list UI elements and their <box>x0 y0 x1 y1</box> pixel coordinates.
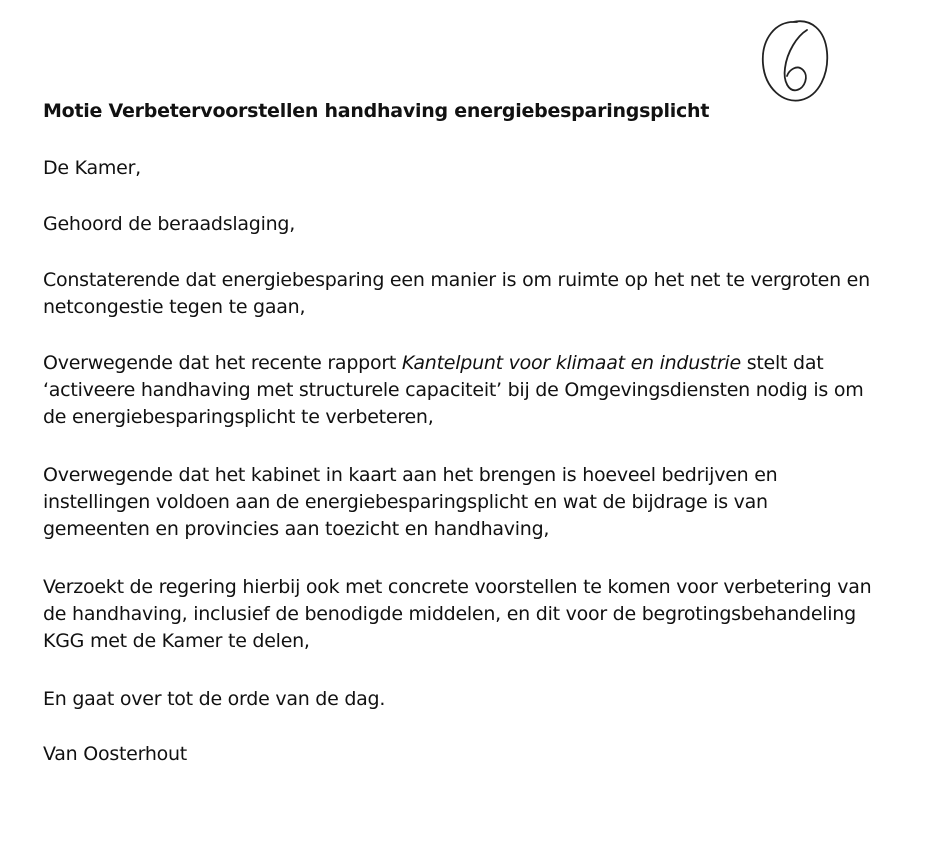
weighing-clause-2 <box>43 462 913 543</box>
request-clause <box>43 574 913 655</box>
weighing1-line-1-end: stelt dat <box>740 352 824 374</box>
weighing1-line-2: ‘activeere handhaving met structurele capaciteit’ bij de Omgevingsdiensten nodig is om <box>43 379 864 401</box>
considering-clause <box>43 267 913 321</box>
salutation: De Kamer, <box>43 157 141 179</box>
weighing-clause-1 <box>43 350 913 431</box>
weighing1-line-3: de energiebesparingsplicht te verbeteren, <box>43 406 434 428</box>
signatory: Van Oosterhout <box>43 743 188 765</box>
considering-line-1: Constaterende dat energiebesparing een manier is om ruimte op het net te vergroten en <box>43 269 870 291</box>
motion-title: Motie Verbetervoorstellen handhaving energiebesparingsplicht <box>43 100 710 122</box>
weighing2-line-2: instellingen voldoen aan de energiebesparingsplicht en wat de bijdrage is van <box>43 491 768 513</box>
request-line-2: de handhaving, inclusief de benodigde middelen, en dit voor de begrotingsbehandeling <box>43 603 856 625</box>
heard-clause: Gehoord de beraadslaging, <box>43 213 296 235</box>
stamp-number: 6 <box>757 16 758 17</box>
request-line-1: Verzoekt de regering hierbij ook met concrete voorstellen te komen voor verbetering van <box>43 576 872 598</box>
weighing2-line-1: Overwegende dat het kabinet in kaart aan het brengen is hoeveel bedrijven en <box>43 464 778 486</box>
circled-number-icon <box>757 16 831 106</box>
report-title: Kantelpunt voor klimaat en industrie <box>401 352 741 374</box>
weighing1-line-1-start: Overwegende dat het recente rapport <box>43 352 402 374</box>
considering-line-2: netcongestie tegen te gaan, <box>43 296 306 318</box>
handwritten-number-stamp <box>757 16 831 106</box>
request-line-3: KGG met de Kamer te delen, <box>43 630 310 652</box>
closing-clause: En gaat over tot de orde van de dag. <box>43 688 386 710</box>
weighing2-line-3: gemeenten en provincies aan toezicht en handhaving, <box>43 518 550 540</box>
weighing1-line-1 <box>43 350 913 377</box>
motion-body <box>43 98 913 765</box>
